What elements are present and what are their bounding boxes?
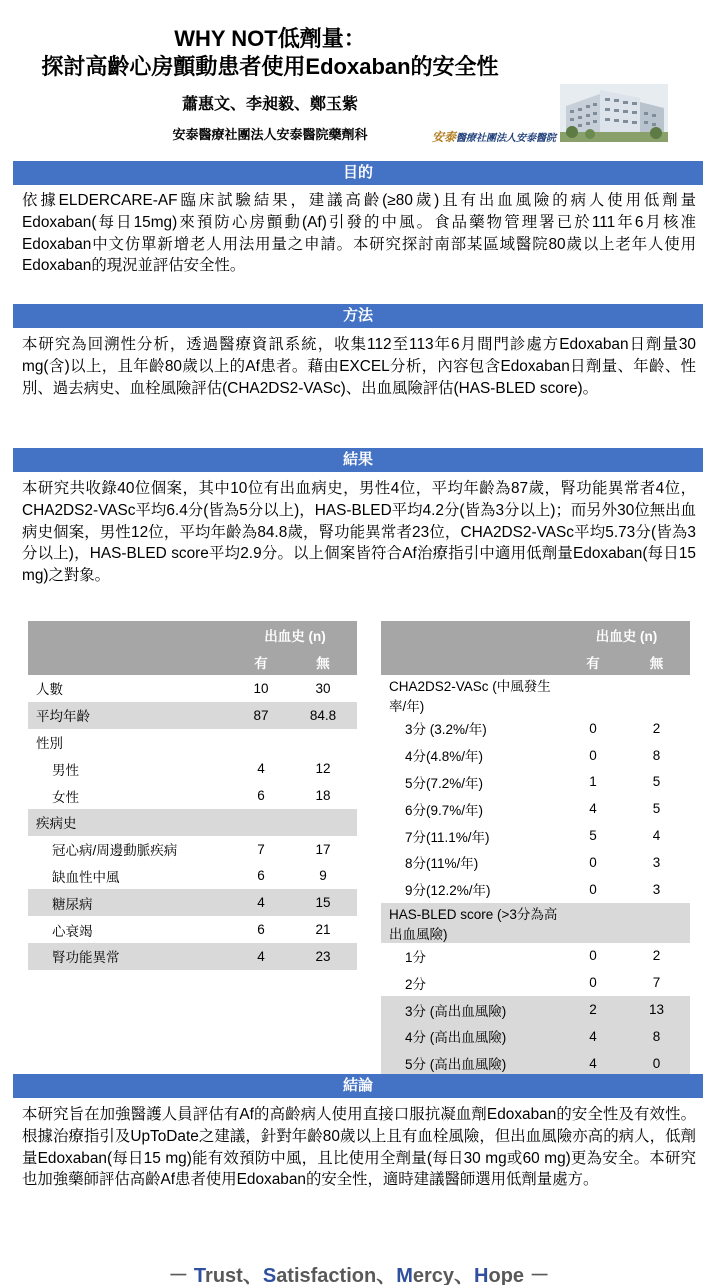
col-yes-header: 有 bbox=[563, 649, 623, 675]
cell-yes bbox=[233, 729, 289, 756]
cell-yes: 10 bbox=[253, 680, 269, 696]
results-text: 本研究共收錄40位個案，其中10位有出血病史，男性4位，平均年齡為87歲，腎功能異常者4位，CHA2DS2-VASc平均6.4分(皆為5分以上)，HAS-BLED平均4.2分(皆為3分以上)；而另外30位無出血病史個案，男性12位，平均年齡為84.8歲，腎功能異常者23位，CHA2DS2-VASc平均5.73分(皆為3分以上)，HAS-BLED score平均2.9分。以上個案皆符合Af治療指引中適用低劑量Edoxaban(每日15 mg)之對象。 bbox=[22, 480, 696, 585]
cell-no: 21 bbox=[315, 922, 331, 938]
row-label: 3分 (3.2%/年) bbox=[405, 722, 487, 738]
cell-yes: 0 bbox=[589, 747, 597, 763]
cell-no: 0 bbox=[623, 1050, 690, 1077]
table-header-row bbox=[28, 621, 357, 649]
row-label: 4分(4.8%/年) bbox=[405, 749, 484, 765]
hospital-logo bbox=[432, 78, 668, 144]
table-row bbox=[381, 849, 690, 876]
cell-yes: 4 bbox=[233, 889, 289, 916]
row-label: 心衰竭 bbox=[52, 923, 93, 939]
section-heading-conclusion: 結論 bbox=[13, 1074, 703, 1098]
row-label: 缺血性中風 bbox=[52, 869, 120, 885]
table-row bbox=[381, 1023, 690, 1050]
table-row bbox=[28, 943, 357, 970]
demographics-table bbox=[28, 621, 357, 970]
methods-text: 本研究為回溯性分析，透過醫療資訊系統，收集112至113年6月間門診處方Edoxaban日劑量30 mg(含)以上，且年齡80歲以上的Af患者。藉由EXCEL分析，內容包含Edoxaban日劑量、年齡、性別、過去病史、血栓風險評估(CHA2DS2-VASc)、出血風險評估(HAS-BLED score)。 bbox=[22, 336, 696, 397]
row-label: 男性 bbox=[52, 762, 79, 778]
cell-yes: 0 bbox=[589, 720, 597, 736]
bleeding-history-header: 出血史 (n) bbox=[233, 621, 357, 649]
row-label: 9分(12.2%/年) bbox=[405, 883, 491, 899]
cell-no: 2 bbox=[652, 948, 661, 964]
table-row bbox=[28, 863, 357, 890]
cell-yes: 7 bbox=[257, 841, 265, 857]
table-row bbox=[28, 836, 357, 863]
table-subheader-row bbox=[381, 649, 690, 675]
cell-no: 5 bbox=[652, 774, 661, 790]
cell-yes: 1 bbox=[589, 774, 597, 790]
section-heading-results: 結果 bbox=[13, 448, 703, 472]
hospital-building-icon bbox=[560, 84, 668, 142]
cell-no: 17 bbox=[315, 841, 331, 857]
cell-no bbox=[289, 729, 357, 756]
table-row bbox=[381, 903, 690, 943]
row-label: 女性 bbox=[52, 789, 79, 805]
table-row bbox=[28, 916, 357, 943]
table-row bbox=[381, 943, 690, 970]
cell-yes: 4 bbox=[589, 801, 597, 817]
cell-no: 23 bbox=[289, 943, 357, 970]
footer-motto: － Trust、Satisfaction、Mercy、Hope － bbox=[168, 1265, 550, 1285]
row-label: 5分 (高出血風險) bbox=[381, 1050, 563, 1077]
cell-yes: 6 bbox=[257, 788, 265, 804]
cell-no: 5 bbox=[652, 801, 661, 817]
cell-no: 4 bbox=[652, 828, 661, 844]
cell-yes: 4 bbox=[563, 1023, 623, 1050]
row-label: 腎功能異常 bbox=[28, 943, 233, 970]
organization: 安泰醫療社團法人安泰醫院藥劑科 bbox=[172, 127, 368, 142]
table-row bbox=[381, 876, 690, 903]
table-row bbox=[28, 729, 357, 756]
table-row bbox=[381, 822, 690, 849]
row-label: CHA2DS2-VASc (中風發生率/年) bbox=[389, 679, 551, 714]
table-header-row bbox=[381, 621, 690, 649]
cell-yes: 6 bbox=[257, 868, 265, 884]
cell-yes: 0 bbox=[589, 881, 597, 897]
col-yes-header: 有 bbox=[233, 649, 289, 675]
table-row bbox=[28, 809, 357, 836]
row-label: 糖尿病 bbox=[28, 889, 233, 916]
row-label: 平均年齡 bbox=[28, 702, 233, 729]
row-label: 6分(9.7%/年) bbox=[405, 802, 484, 818]
cell-yes: 4 bbox=[233, 943, 289, 970]
row-label: 冠心病/周邊動脈疾病 bbox=[52, 843, 178, 859]
section-heading-objective: 目的 bbox=[13, 161, 703, 185]
row-label: 7分(11.1%/年) bbox=[405, 829, 490, 845]
table-row bbox=[381, 1050, 690, 1077]
table-row bbox=[381, 742, 690, 769]
table-row bbox=[381, 769, 690, 796]
cell-no bbox=[623, 675, 690, 715]
table-row bbox=[381, 996, 690, 1023]
risk-score-table bbox=[381, 621, 690, 1077]
poster-header bbox=[0, 0, 718, 150]
logo-wordmark: 安泰醫療社團法人安泰醫院 bbox=[432, 130, 557, 144]
table-subheader-row bbox=[28, 649, 357, 675]
row-label: 2分 bbox=[405, 976, 427, 992]
cell-no: 12 bbox=[315, 761, 331, 777]
col-no-header: 無 bbox=[623, 649, 690, 675]
cell-no: 84.8 bbox=[289, 702, 357, 729]
cell-no: 8 bbox=[652, 747, 661, 763]
cell-no bbox=[623, 903, 690, 943]
cell-yes: 87 bbox=[233, 702, 289, 729]
table-row bbox=[381, 969, 690, 996]
cell-no: 3 bbox=[652, 854, 661, 870]
cell-yes: 0 bbox=[589, 948, 597, 964]
cell-yes: 5 bbox=[589, 828, 597, 844]
cell-no: 2 bbox=[652, 720, 661, 736]
cell-no: 9 bbox=[319, 868, 327, 884]
row-label: 1分 bbox=[405, 949, 427, 965]
cell-yes bbox=[563, 675, 623, 715]
row-label: 疾病史 bbox=[28, 809, 233, 836]
row-label: 8分(11%/年) bbox=[405, 856, 479, 872]
cell-no: 8 bbox=[623, 1023, 690, 1050]
conclusion-text: 本研究旨在加強醫護人員評估有Af的高齡病人使用直接口服抗凝血劑Edoxaban的安全性及有效性。根據治療指引及UpToDate之建議，針對年齡80歲以上且有血栓風險，但出血風險亦高的病人，低劑量Edoxaban(每日15 mg)能有效預防中風，且比使用全劑量(每日30 mg或60 mg)更為安全。本研究也加強藥師評估高齡Af患者使用Edoxaban的安全性，適時建議醫師選用低劑量處方。 bbox=[22, 1106, 696, 1189]
cell-no: 15 bbox=[289, 889, 357, 916]
cell-no: 30 bbox=[315, 680, 331, 696]
poster-title-line2: 探討高齡心房顫動患者使用Edoxaban的安全性 bbox=[41, 54, 499, 79]
table-row bbox=[28, 755, 357, 782]
table-row bbox=[381, 795, 690, 822]
cell-yes: 0 bbox=[589, 854, 597, 870]
table-row bbox=[381, 715, 690, 742]
col-no-header: 無 bbox=[289, 649, 357, 675]
row-label: 3分 (高出血風險) bbox=[381, 996, 563, 1023]
cell-yes: 2 bbox=[563, 996, 623, 1023]
table-row bbox=[28, 782, 357, 809]
cell-no: 3 bbox=[652, 881, 661, 897]
authors: 蕭惠文、李昶毅、鄭玉紫 bbox=[181, 96, 358, 113]
cell-no bbox=[289, 809, 357, 836]
table-row bbox=[28, 675, 357, 702]
table-row bbox=[381, 675, 690, 715]
table-row bbox=[28, 889, 357, 916]
table-row bbox=[28, 702, 357, 729]
cell-no: 7 bbox=[652, 975, 661, 991]
cell-yes: 0 bbox=[589, 975, 597, 991]
cell-yes bbox=[233, 809, 289, 836]
objective-text: 依據ELDERCARE-AF臨床試驗結果，建議高齡(≥80歲)且有出血風險的病人使用低劑量Edoxaban(每日15mg)來預防心房顫動(Af)引發的中風。食品藥物管理署已於111年6月核准Edoxaban中文仿單新增老人用法用量之申請。本研究探討南部某區域醫院80歲以上老年人使用Edoxaban的現況並評估安全性。 bbox=[22, 192, 696, 275]
row-label: 人數 bbox=[36, 682, 63, 698]
cell-yes: 6 bbox=[257, 922, 265, 938]
cell-yes bbox=[563, 903, 623, 943]
cell-no: 18 bbox=[315, 788, 331, 804]
section-heading-methods: 方法 bbox=[13, 304, 703, 328]
cell-yes: 4 bbox=[257, 761, 265, 777]
row-label: 5分(7.2%/年) bbox=[405, 775, 484, 791]
poster-title-line1: WHY NOT低劑量： bbox=[174, 26, 366, 51]
cell-no: 13 bbox=[623, 996, 690, 1023]
row-label: 4分 (高出血風險) bbox=[381, 1023, 563, 1050]
row-label: 性別 bbox=[36, 735, 63, 751]
row-label: HAS-BLED score (>3分為高出血風險) bbox=[381, 903, 563, 943]
cell-yes: 4 bbox=[563, 1050, 623, 1077]
bleeding-history-header: 出血史 (n) bbox=[563, 621, 690, 649]
